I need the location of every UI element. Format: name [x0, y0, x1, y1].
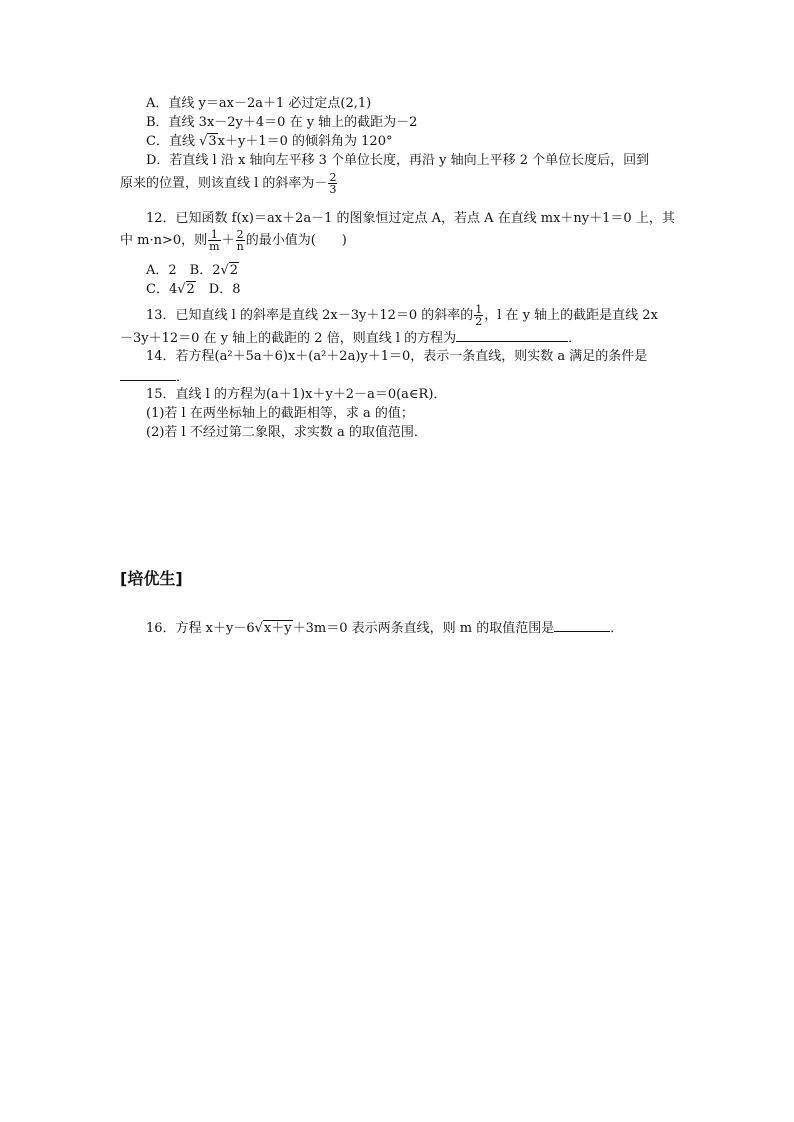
q13-line1-suffix: ，l 在 y 轴上的截距是直线 2x — [484, 308, 658, 323]
q12-fraction-1 — [208, 229, 220, 252]
q11-option-c — [146, 133, 392, 151]
answer-blank[interactable] — [120, 367, 176, 381]
q16-end: ． — [610, 621, 624, 636]
q16-suffix: ＋3m＝0 表示两条直线，则 m 的取值范围是 — [292, 621, 555, 636]
q12-fraction-2 — [236, 229, 245, 252]
q11-option-b: B．直线 3x－2y＋4＝0 在 y 轴上的截距为－2 — [146, 115, 418, 130]
fraction-denominator: m — [209, 240, 220, 253]
q15-part1: (1)若 l 在两坐标轴上的截距相等，求 a 的值； — [146, 406, 414, 421]
q11-c-radicand: 3 — [208, 134, 217, 149]
q16-radicand: x＋y — [263, 621, 292, 636]
sqrt-symbol: √x＋y — [254, 621, 292, 636]
fraction-denominator: 2 — [475, 315, 483, 328]
fraction-numerator: 2 — [329, 171, 337, 184]
sqrt-symbol: √2 — [177, 282, 195, 297]
q12-line2-prefix: 中 m·n>0，则 — [120, 233, 208, 248]
q13-fraction — [474, 304, 483, 327]
q12-line2-suffix: 的最小值为( ) — [245, 233, 347, 248]
sqrt-symbol: √3 — [199, 134, 217, 149]
q11-option-d-line1: D．若直线 l 沿 x 轴向左平移 3 个单位长度，再沿 y 轴向上平移 2 个单位长度后，回到 — [146, 153, 650, 168]
q12-option-d-text: D．8 — [195, 282, 241, 297]
q12-line1: 12．已知函数 f(x)＝ax＋2a－1 的图象恒过定点 A，若点 A 在直线 mx＋ny＋1＝0 上，其 — [146, 211, 675, 226]
q11-option-c-prefix: C．直线 — [146, 134, 200, 149]
answer-blank[interactable] — [554, 618, 610, 632]
q13-line2-text: －3y＋12＝0 在 y 轴上的截距的 2 倍，则直线 l 的方程为 — [120, 331, 457, 346]
q12-c-radicand: 2 — [186, 282, 195, 297]
q12-option-c-text: C．4 — [146, 282, 178, 297]
fraction-numerator: 1 — [208, 229, 220, 241]
q12-b-radicand: 2 — [229, 263, 239, 278]
q15-part2: (2)若 l 不经过第二象限，求实数 a 的取值范围． — [146, 425, 427, 440]
q13-line2-end: ． — [568, 331, 582, 346]
fraction-denominator: n — [236, 240, 244, 253]
q12-option-ab-text: A．2 B．2 — [146, 263, 221, 278]
q12-options-ab — [146, 262, 239, 280]
q13-line2 — [120, 328, 581, 348]
q11-option-d-line2 — [120, 172, 338, 195]
q11-d-fraction — [328, 172, 337, 195]
section-heading: [培优生] — [120, 569, 183, 588]
fraction-denominator: 3 — [329, 183, 337, 196]
q12-line2 — [120, 229, 347, 252]
q13-line1 — [146, 304, 658, 327]
q11-option-a: A．直线 y＝ax－2a＋1 必过定点(2,1) — [146, 96, 372, 111]
q14-line1: 14．若方程(a²＋5a＋6)x＋(a²＋2a)y＋1＝0，表示一条直线，则实数 a 满足的条件是 — [146, 349, 648, 364]
answer-blank[interactable] — [456, 328, 568, 342]
q16-prefix: 16．方程 x＋y－6 — [146, 621, 255, 636]
q14-line2 — [120, 367, 189, 387]
q11-option-c-suffix: x＋y＋1＝0 的倾斜角为 120° — [217, 134, 393, 149]
fraction-numerator: 1 — [475, 303, 483, 316]
q16-line — [146, 618, 623, 638]
q12-options-cd — [146, 281, 241, 299]
q14-line2-end: ． — [176, 370, 190, 385]
sqrt-symbol: √2 — [220, 263, 239, 278]
q11-option-d-line2-prefix: 原来的位置，则该直线 l 的斜率为－ — [120, 176, 328, 191]
plus-sign: ＋ — [221, 233, 235, 248]
q13-line1-prefix: 13．已知直线 l 的斜率是直线 2x－3y＋12＝0 的斜率的 — [146, 308, 474, 323]
fraction-numerator: 2 — [236, 228, 244, 241]
q15-line1: 15．直线 l 的方程为(a＋1)x＋y＋2－a＝0(a∈R)． — [146, 387, 447, 402]
